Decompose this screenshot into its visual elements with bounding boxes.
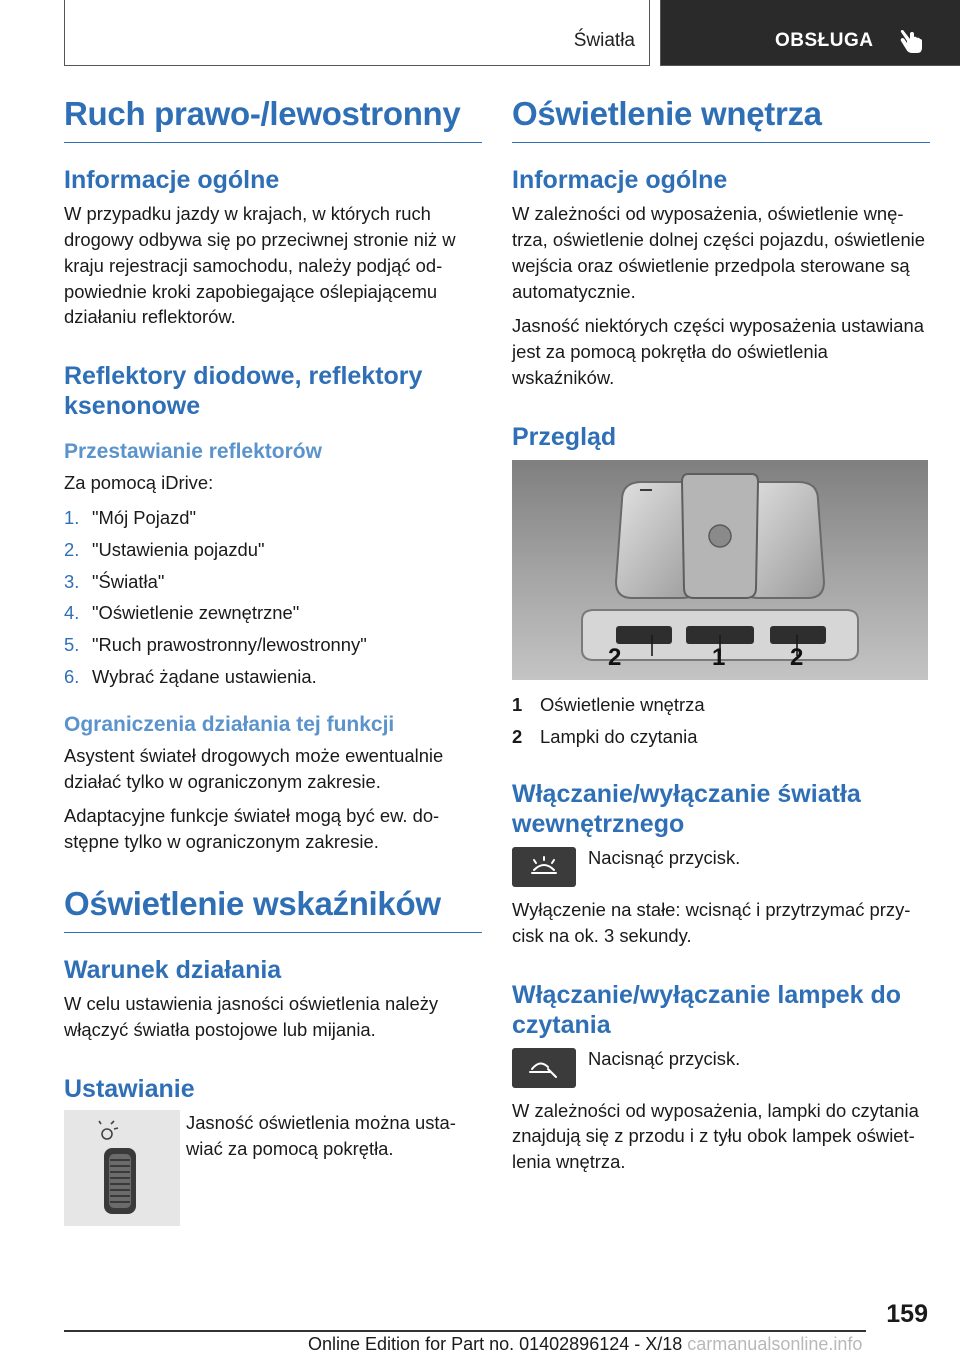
heading-overview: Przegląd: [512, 422, 617, 451]
reading-light-button-image: [512, 1048, 576, 1088]
header-chapter-title: OBSŁUGA: [775, 30, 874, 51]
left-column: [64, 96, 482, 1226]
header-chapter-box: [660, 0, 960, 66]
list-item: 6. Wybrać żądane ustawienia.: [64, 665, 317, 687]
header-section-box: [64, 0, 650, 66]
heading-general-info: Informacje ogólne: [64, 166, 280, 195]
list-item: 3. "Światła": [64, 570, 165, 592]
heading-adjust-headlights: Przestawianie reflektorów: [64, 440, 322, 464]
photo-callout-2-left: 2: [608, 643, 622, 671]
paragraph-general-right-1: W zależności od wyposażenia, oświetlenie wnętrza, oświetlenie dolnej części pojazdu, oświetlenie wejścia oraz oświetlenie przedpola sterowane są automatycznie.: [512, 203, 925, 302]
interior-light-icon: [522, 854, 566, 880]
legend-item: 2 Lampki do czytania: [512, 726, 698, 748]
heading-instrument-lighting: Oświetlenie wskaźników: [64, 886, 482, 933]
heading-traffic: Ruch prawo-/lewostronny: [64, 96, 482, 143]
footer-edition-text: Online Edition for Part no. 01402896124 - X/18: [308, 1334, 683, 1354]
watermark-text: carmanualsonline.info: [687, 1334, 863, 1354]
footer-divider: [64, 1330, 866, 1332]
steps-list: [64, 505, 482, 690]
paragraph-general-info: W przypadku jazdy w krajach, w których ruch drogowy odbywa się po przeciwnej stronie niż w kraju rejestracji samochodu, należy podjąć odpowiednie kroki zapobiegające oślepiającemu działaniu reflektorów.: [64, 203, 456, 328]
page-number: 159: [886, 1300, 928, 1328]
heading-general-info-right: Informacje ogólne: [512, 166, 728, 195]
heading-interior-lighting: Oświetlenie wnętrza: [512, 96, 930, 143]
dimmer-wheel-image: [64, 1110, 180, 1226]
photo-callout-2-right: 2: [790, 643, 804, 671]
heading-interior-switch: Włączanie/wyłączanie światła wewnętrznego: [512, 780, 861, 839]
list-item: 5. "Ruch prawostronny/lewostronny": [64, 634, 367, 656]
reading-light-icon: [522, 1055, 566, 1081]
interior-light-button-image: [512, 847, 576, 887]
list-item: 4. "Oświetlenie zewnętrzne": [64, 602, 300, 624]
heading-setting: Ustawianie: [64, 1074, 195, 1103]
heading-function-limits: Ograniczenia działania tej funkcji: [64, 712, 395, 736]
paragraph-idrive: Za pomocą iDrive:: [64, 472, 214, 494]
list-item: 1. "Mój Pojazd": [64, 507, 197, 529]
heading-reading-switch: Włączanie/wyłączanie lampek do czytania: [512, 980, 902, 1039]
right-column: [512, 96, 930, 1184]
paragraph-limits-2: Adaptacyjne funkcje świateł mogą być ew. dostępne tylko w ograniczonym zakresie.: [64, 805, 440, 853]
paragraph-press-button-1: Nacisnąć przycisk.: [588, 847, 741, 869]
dimmer-wheel-icon: [64, 1110, 180, 1226]
paragraph-condition: W celu ustawienia jasności oświetlenia należy włączyć światła postojowe lub mijania.: [64, 993, 439, 1040]
legend-item: 1 Oświetlenie wnętrza: [512, 693, 705, 715]
footer-edition: [308, 1334, 862, 1355]
paragraph-general-right-2: Jasność niektórych części wyposażenia ustawiana jest za pomocą pokrętła do oświetlenia wskaźników.: [512, 315, 924, 388]
paragraph-setting: Jasność oświetlenia można ustawiać za pomocą pokrętła.: [186, 1111, 456, 1159]
pointing-hand-icon: [897, 26, 927, 56]
header-section-title: Światła: [573, 30, 635, 51]
photo-callout-1: 1: [712, 643, 726, 671]
photo-legend: [512, 692, 930, 751]
heading-headlights: Reflektory diodowe, reflektory ksenonowe: [64, 362, 423, 421]
paragraph-press-button-2: Nacisnąć przycisk.: [588, 1047, 741, 1069]
heading-condition: Warunek działania: [64, 956, 282, 985]
list-item: 2. "Ustawienia pojazdu": [64, 538, 265, 560]
paragraph-permanent-off: Wyłączenie na stałe: wcisnąć i przytrzymać przycisk na ok. 3 sekundy.: [512, 899, 911, 946]
paragraph-limits-1: Asystent świateł drogowych może ewentualnie działać tylko w ograniczonym zakresie.: [64, 744, 444, 792]
paragraph-reading-lights: W zależności od wyposażenia, lampki do czytania znajdują się z przodu i z tyłu obok lampek oświetlenia wnętrza.: [512, 1099, 919, 1173]
